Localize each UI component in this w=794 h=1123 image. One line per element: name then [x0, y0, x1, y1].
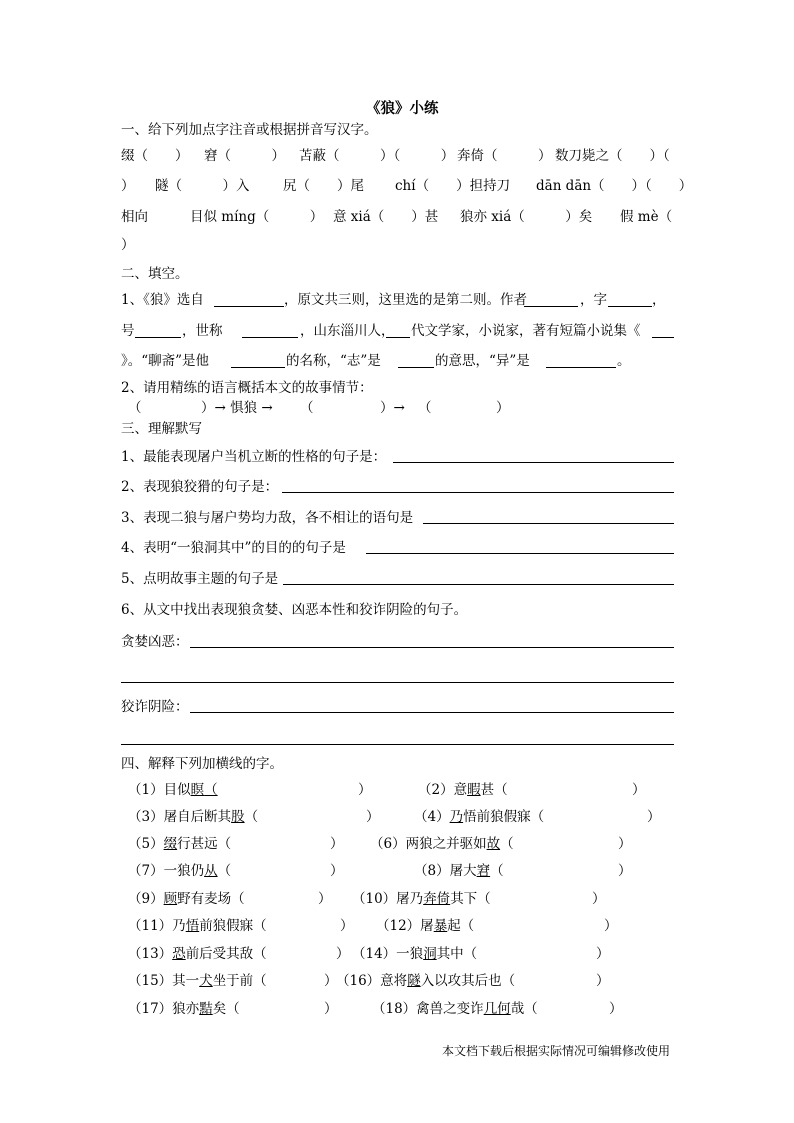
- section1-heading: 一、给下列加点字注音或根据拼音写汉字。: [121, 122, 378, 138]
- s1-r1-c5: 数刀毙之（ ）（: [555, 148, 670, 164]
- answer-line-cunning-2[interactable]: [121, 744, 674, 745]
- s3-item-4: 4、表明“一狼洞其中”的目的的句子是: [121, 540, 346, 556]
- s1-r2-c4: chí（ ）担持刀: [395, 178, 511, 194]
- vocab-item-12-close: ）: [604, 918, 618, 934]
- vocab-item-2: （2）意暇甚（: [418, 782, 508, 798]
- s1-r3-c1: 相向: [121, 209, 148, 225]
- answer-line-cunning-1[interactable]: [190, 712, 674, 713]
- vocab-item-18-close: ）: [609, 1001, 623, 1017]
- vocab-item-10: （10）屠乃奔倚其下（: [352, 891, 491, 907]
- plot-mid-1: ）→ 惧狼 →: [201, 400, 273, 416]
- vocab-item-6-close: ）: [618, 836, 632, 852]
- vocab-item-4-close: ）: [647, 809, 661, 825]
- vocab-item-10-close: ）: [592, 891, 606, 907]
- s2-q1-l1-c: ，字: [580, 292, 607, 308]
- blank-known-as[interactable]: [242, 337, 298, 338]
- s2-q1-l2-d: 代文学家，小说家，著有短篇小说集《: [411, 323, 641, 339]
- plot-close-3: ）: [496, 400, 510, 416]
- s1-r3-c2: 目似 míng（ ）: [190, 209, 324, 225]
- vocab-item-8: （8）屠大窘（: [414, 863, 504, 879]
- s3-q6: 6、从文中找出表现狼贪婪、凶恶本性和狡诈阴险的句子。: [121, 602, 468, 618]
- plot-mid-2: ）→: [380, 400, 405, 416]
- s1-r3-c5: 假 mè（: [620, 209, 673, 225]
- s2-q1-l1-d: ，: [652, 292, 666, 308]
- s1-r2-c1: ）: [121, 178, 135, 194]
- vocab-item-5-close: ）: [330, 836, 344, 852]
- s3-item-3: 3、表现二狼与屠户势均力敌，各不相让的语句是: [121, 510, 414, 526]
- vocab-item-5: （5）缀行甚远（: [128, 836, 232, 852]
- blank-author[interactable]: [524, 306, 578, 307]
- answer-line-1[interactable]: [393, 462, 674, 463]
- s1-r3-c3: 意 xiá（ ）甚: [333, 209, 439, 225]
- s3-item-5: 5、点明故事主题的句子是: [121, 571, 279, 587]
- vocab-item-7-close: ）: [330, 863, 344, 879]
- s2-q1-l1-b: ，原文共三则，这里选的是第二则。作者: [284, 292, 527, 308]
- s2-q1-l3-c: 的意思，“异”是: [435, 353, 530, 369]
- vocab-item-2-close: ）: [632, 782, 646, 798]
- vocab-item-11: （11）乃悟前狼假寐（: [128, 918, 267, 934]
- cunning-label: 狡诈阴险：: [121, 699, 189, 715]
- section4-heading: 四、解释下列加横线的字。: [121, 756, 283, 772]
- answer-line-3[interactable]: [423, 523, 674, 524]
- vocab-item-1: （1）目似瞑（: [128, 782, 218, 798]
- vocab-item-3: （3）屠自后断其股（: [128, 809, 259, 825]
- vocab-item-18: （18）禽兽之变诈几何哉（: [372, 1001, 538, 1017]
- answer-line-greedy-1[interactable]: [190, 647, 674, 648]
- vocab-item-9-close: ）: [318, 891, 332, 907]
- s2-q1-l1-a: 1、《狼》选自: [121, 292, 204, 308]
- vocab-item-7: （7）一狼仍从（: [128, 863, 232, 879]
- s2-q1-l3-a: 》。“聊斋”是他: [121, 353, 210, 369]
- vocab-item-6: （6）两狼之并驱如故（: [370, 836, 514, 852]
- s1-r3-c4: 狼亦 xiá（ ）矣: [460, 209, 593, 225]
- s2-q1-l2-a: 号: [121, 323, 135, 339]
- vocab-item-3-close: ）: [366, 809, 380, 825]
- vocab-item-13: （13）恐前后受其敌（: [128, 946, 267, 962]
- s1-r2-c3: 尻（ ）尾: [283, 178, 364, 194]
- answer-line-4[interactable]: [366, 553, 674, 554]
- vocab-item-15: （15）其一犬坐于前（: [128, 973, 267, 989]
- vocab-item-13-close: ）: [336, 946, 350, 962]
- answer-line-5[interactable]: [283, 584, 674, 585]
- s1-r2-c2: 隧（ ）入: [155, 178, 250, 194]
- vocab-item-16: （16）意将隧入以攻其后也（: [336, 973, 516, 989]
- answer-line-2[interactable]: [282, 492, 674, 493]
- s1-r1-c2: 窘（ ）: [204, 148, 285, 164]
- vocab-item-1-close: ）: [358, 782, 372, 798]
- vocab-item-16-close: ）: [596, 973, 610, 989]
- blank-collection[interactable]: [652, 337, 674, 338]
- blank-courtesy-name[interactable]: [608, 306, 652, 307]
- vocab-item-4: （4）乃悟前狼假寐（: [414, 809, 545, 825]
- page-title: 《狼》小练: [366, 100, 439, 117]
- s1-r1-c1: 缀（ ）: [121, 148, 189, 164]
- s2-q1-l3-d: 。: [617, 353, 631, 369]
- vocab-item-8-close: ）: [618, 863, 632, 879]
- greedy-label: 贪婪凶恶：: [121, 634, 189, 650]
- s3-item-2: 2、表现狼狡猾的句子是：: [121, 479, 279, 495]
- s2-q1-l2-b: ，世称: [182, 323, 223, 339]
- s3-item-1: 1、最能表现屠户当机立断的性格的句子是：: [121, 449, 387, 465]
- s1-r2-c5: dān dān（ ）（ ）: [536, 178, 693, 194]
- s1-r1-c4: 奔倚（ ）: [457, 148, 552, 164]
- answer-line-greedy-2[interactable]: [121, 682, 674, 683]
- s2-q1-l3-b: 的名称，“志”是: [286, 353, 381, 369]
- vocab-item-14-close: ）: [596, 946, 610, 962]
- blank-art-name[interactable]: [135, 337, 181, 338]
- vocab-item-9: （9）顾野有麦场（: [128, 891, 245, 907]
- vocab-item-17: （17）狼亦黠矣（: [128, 1001, 240, 1017]
- plot-open-3: （: [418, 400, 432, 416]
- section2-heading: 二、填空。: [121, 266, 189, 282]
- plot-open-1: （: [128, 400, 142, 416]
- vocab-item-12: （12）屠暴起（: [376, 918, 475, 934]
- blank-yi-meaning[interactable]: [546, 367, 616, 368]
- section3-heading: 三、理解默写: [121, 421, 202, 437]
- blank-dynasty[interactable]: [386, 337, 410, 338]
- blank-zhi-meaning[interactable]: [398, 367, 434, 368]
- footer-note: 本文档下载后根据实际情况可编辑修改使用: [442, 1044, 671, 1058]
- s1-r4-c1: ）: [121, 237, 135, 253]
- plot-open-2: （: [300, 400, 314, 416]
- s1-r1-c3: 苫蔽（ ）（ ）: [299, 148, 455, 164]
- blank-studio-name[interactable]: [231, 367, 285, 368]
- vocab-item-17-close: ）: [324, 1001, 338, 1017]
- vocab-item-14: （14）一狼洞其中（: [352, 946, 478, 962]
- s2-q2: 2、请用精练的语言概括本文的故事情节：: [121, 380, 373, 396]
- vocab-item-15-close: ）: [324, 973, 338, 989]
- blank-source-book[interactable]: [214, 306, 284, 307]
- vocab-item-11-close: ）: [340, 918, 354, 934]
- s2-q1-l2-c: ，山东淄川人，: [300, 323, 395, 339]
